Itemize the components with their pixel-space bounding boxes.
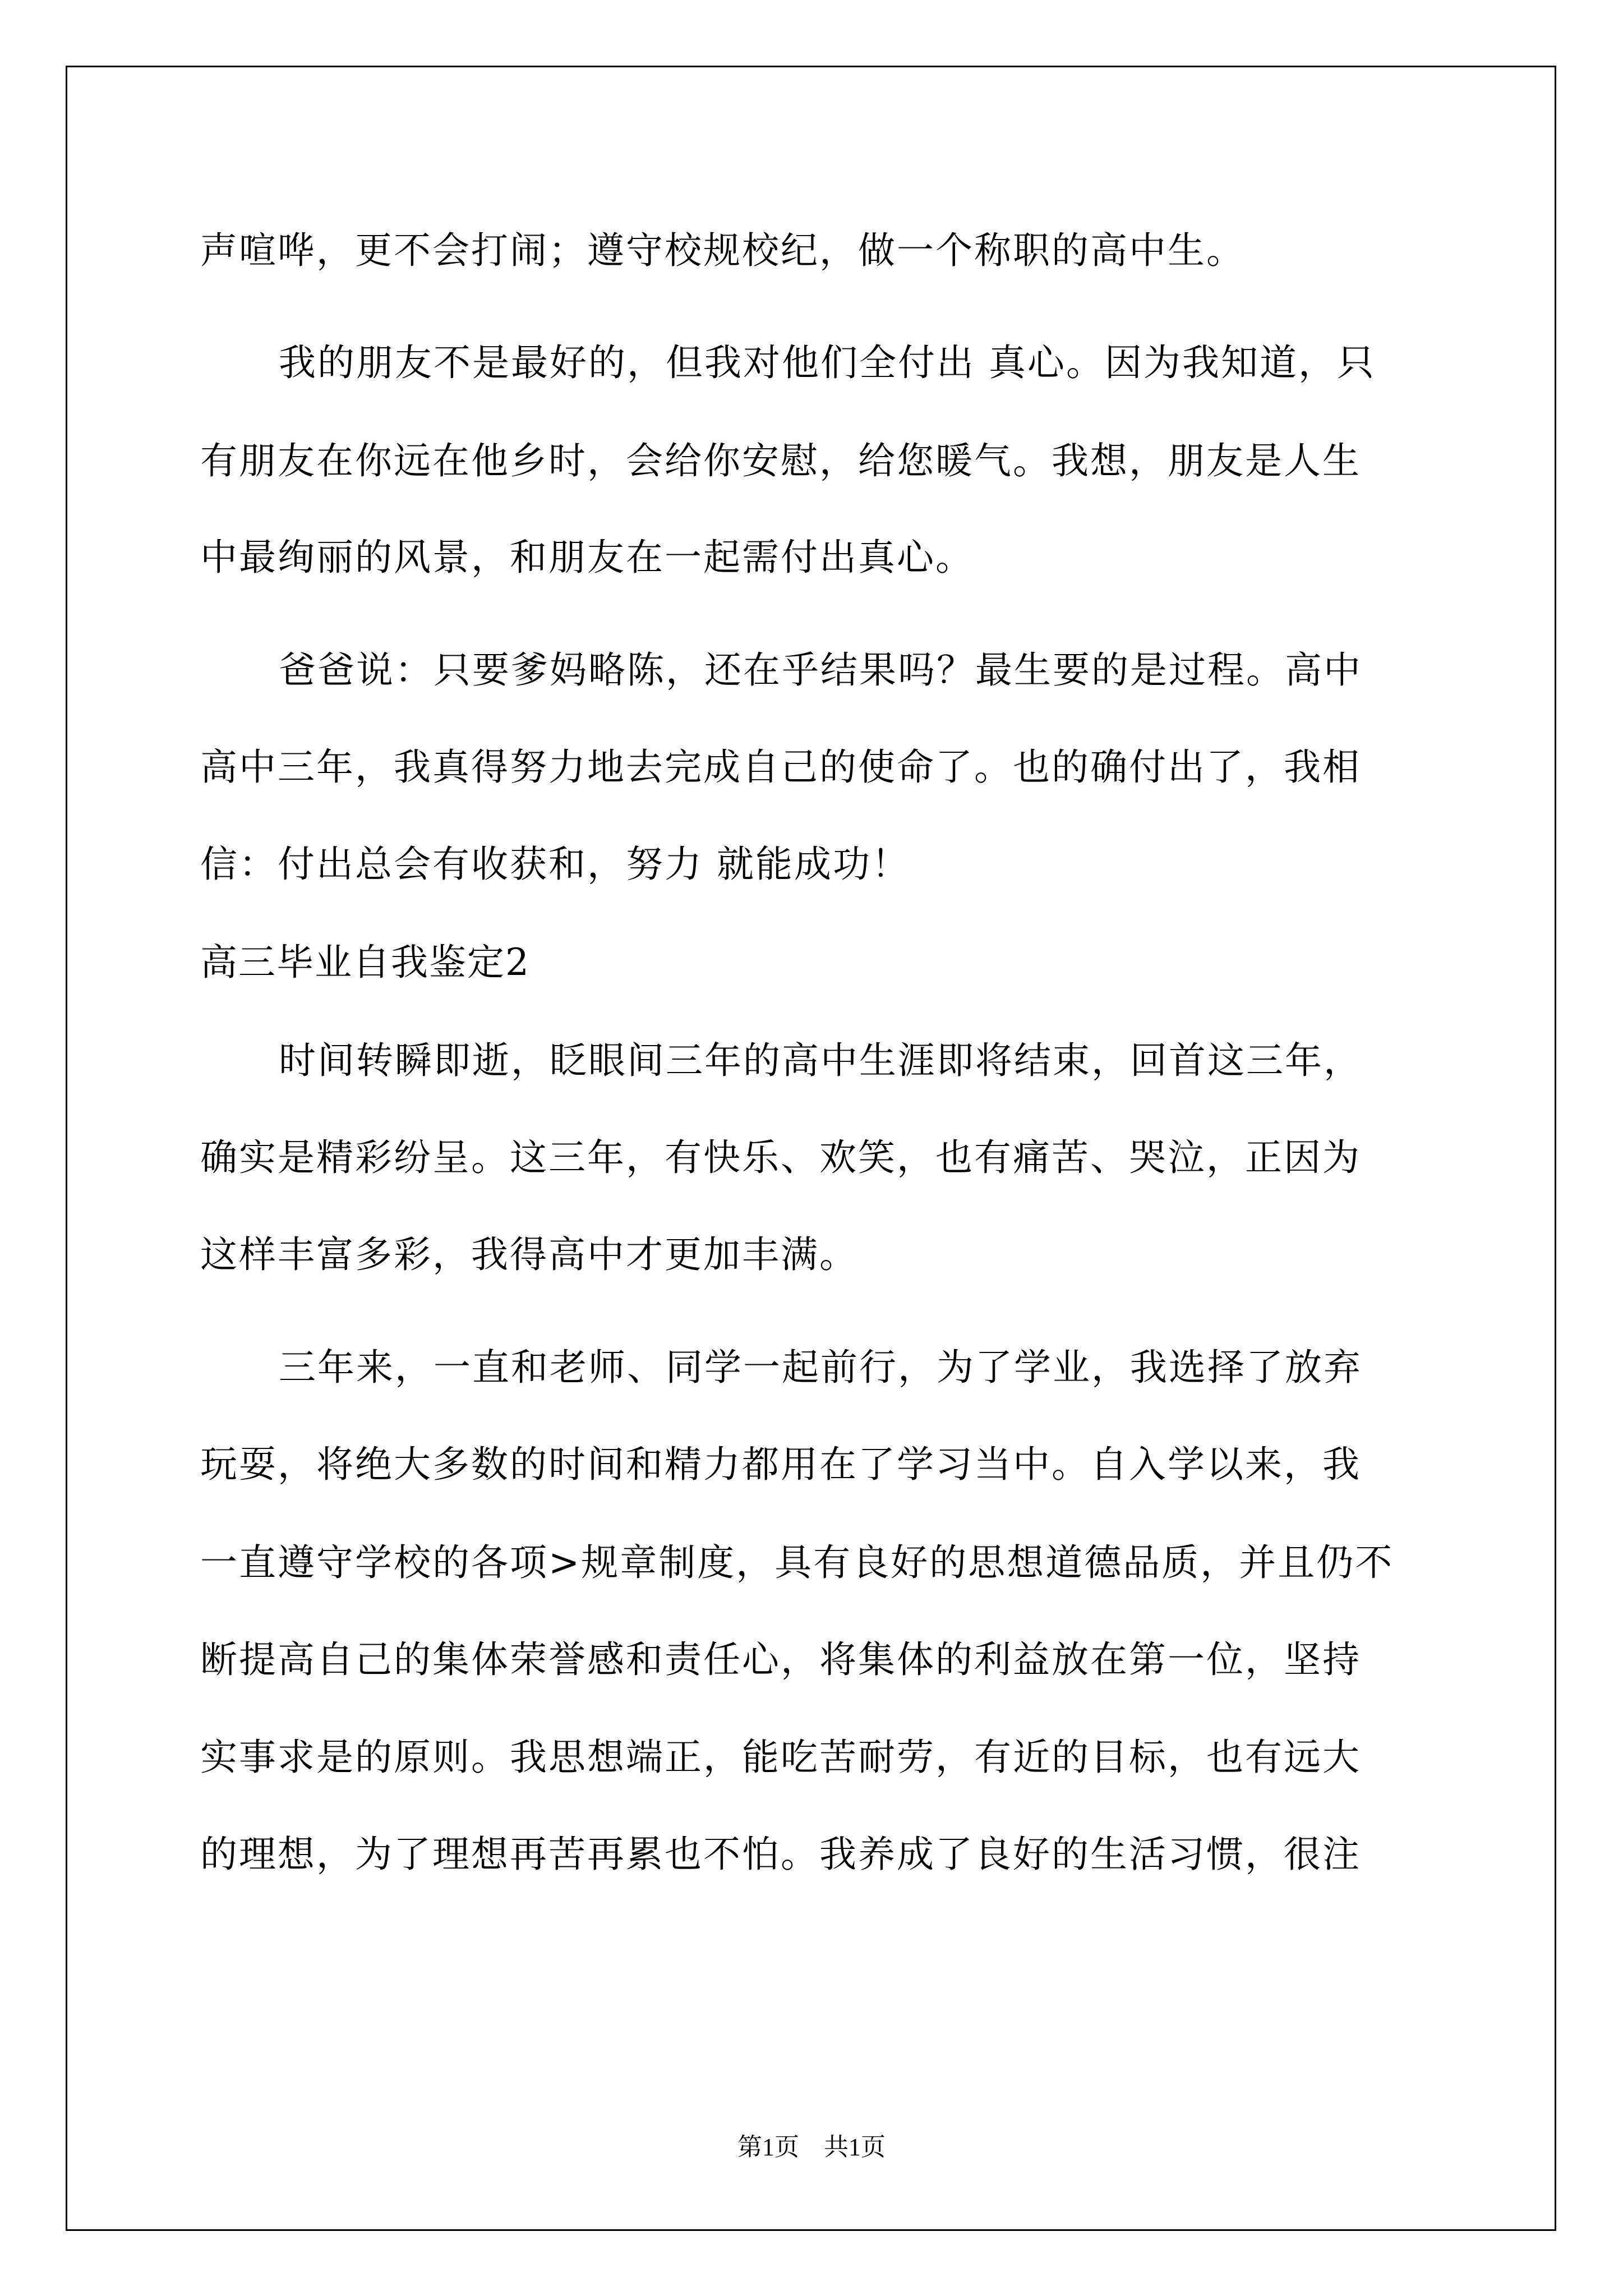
text-line: 实事求是的原则。我思想端正，能吃苦耐劳，有近的目标，也有远大 [200, 1736, 1361, 1779]
text-line: 确实是精彩纷呈。这三年，有快乐、欢笑，也有痛苦、哭泣，正因为 [200, 1136, 1361, 1179]
section-heading: 高三毕业自我鉴定2 [200, 941, 530, 984]
text-line: 中最绚丽的风景，和朋友在一起需付出真心。 [200, 536, 974, 579]
text-line: 这样丰富多彩，我得高中才更加丰满。 [200, 1233, 858, 1276]
text-line: 声喧哗，更不会打闹；遵守校规校纪，做一个称职的高中生。 [200, 229, 1245, 272]
paragraph-start-line: 三年来，一直和老师、同学一起前行，为了学业，我选择了放弃 [279, 1346, 1362, 1389]
text-line: 高中三年，我真得努力地去完成自己的使命了。也的确付出了，我相 [200, 746, 1361, 789]
text-line: 有朋友在你远在他乡时，会给你安慰，给您暖气。我想，朋友是人生 [200, 439, 1361, 482]
paragraph-start-line: 时间转瞬即逝，眨眼间三年的高中生涯即将结束，回首这三年， [279, 1039, 1362, 1082]
text-line: 玩耍，将绝大多数的时间和精力都用在了学习当中。自入学以来，我 [200, 1443, 1361, 1486]
paragraph-start-line: 爸爸说：只要爹妈略陈，还在乎结果吗？最生要的是过程。高中 [279, 648, 1362, 692]
text-line: 一直遵守学校的各项>规章制度，具有良好的思想道德品质，并且仍不 [200, 1541, 1394, 1584]
text-line: 的理想，为了理想再苦再累也不怕。我养成了良好的生活习惯，很注 [200, 1833, 1361, 1876]
paragraph-start-line: 我的朋友不是最好的，但我对他们全付出 真心。因为我知道，只 [279, 341, 1376, 384]
text-line: 断提高自己的集体荣誉感和责任心，将集体的利益放在第一位，坚持 [200, 1638, 1361, 1681]
text-line: 信：付出总会有收获和，努力 就能成功！ [200, 843, 910, 886]
page-number-footer: 第1页 共1页 [737, 2133, 886, 2161]
